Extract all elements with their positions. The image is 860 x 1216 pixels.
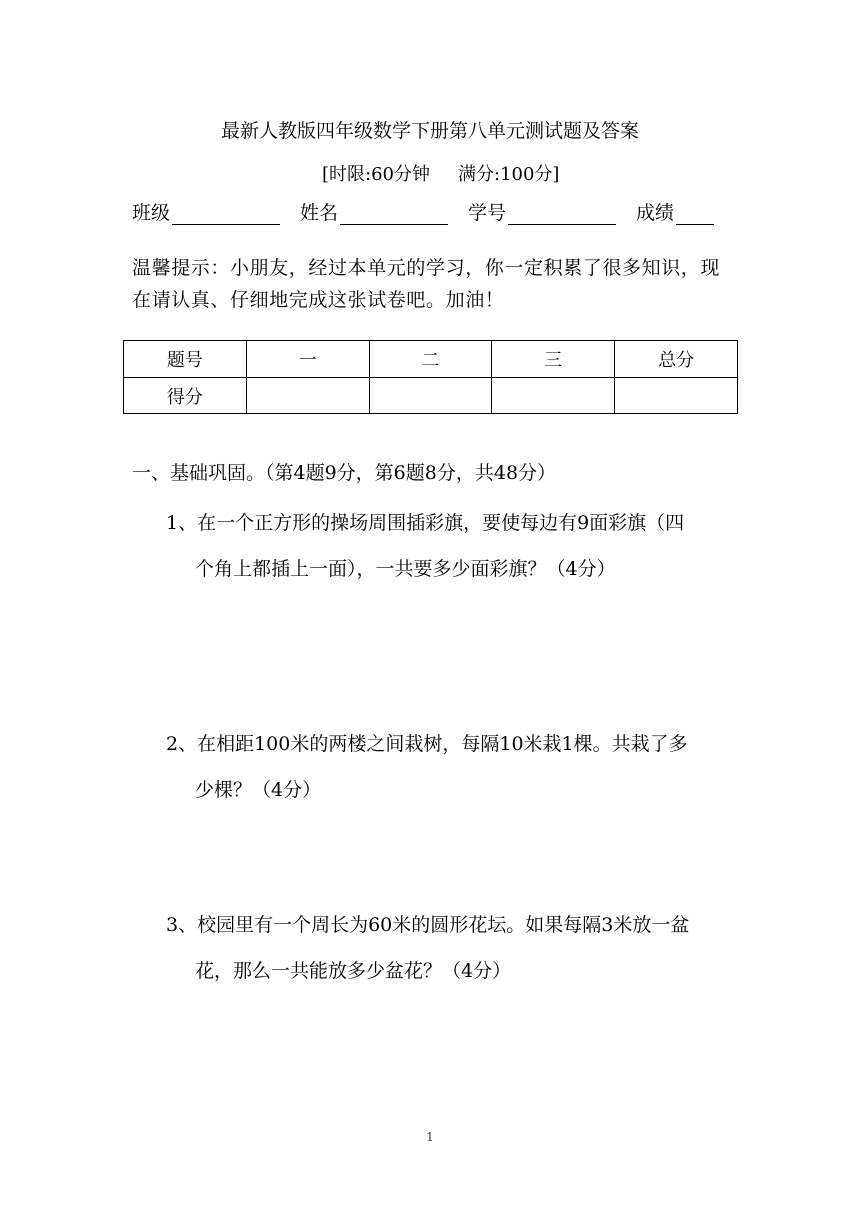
header-cell-part-2: 二 [369,341,492,378]
score-table-header-row [124,341,738,378]
class-blank[interactable] [172,204,280,225]
tip-line-2: 在请认真、仔细地完成这张试卷吧。加油！ [132,289,505,311]
header-cell-total: 总分 [615,341,738,378]
name-field [300,198,448,225]
exam-timing [322,160,559,186]
document-title: 最新人教版四年级数学下册第八单元测试题及答案 [220,120,639,142]
time-limit: [时限:60分钟 [322,164,430,185]
class-label: 班级 [132,202,171,224]
id-blank[interactable] [508,204,616,225]
score-cell-part-2[interactable] [369,378,492,414]
question-3-line-2: 花，那么一共能放多少盆花？（4分） [195,960,512,982]
tip-line-1: 温馨提示：小朋友，经过本单元的学习，你一定积累了很多知识，现 [132,257,721,279]
grade-label: 成绩 [636,202,675,224]
grade-field [636,198,714,225]
header-cell-part-3: 三 [492,341,615,378]
score-cell-part-3[interactable] [492,378,615,414]
tip-text [132,252,732,316]
score-cell-part-1[interactable] [246,378,369,414]
header-cell-part-1: 一 [246,341,369,378]
id-field [468,198,616,225]
question-1-line-2: 个角上都插上一面），一共要多少面彩旗？（4分） [195,558,616,580]
question-3-line-1: 3、校园里有一个周长为60米的圆形花坛。如果每隔3米放一盆 [166,914,690,936]
section-heading-1: 一、基础巩固。（第4题9分，第6题8分，共48分） [132,462,557,484]
question-2 [166,721,736,813]
score-cell-total[interactable] [615,378,738,414]
question-2-line-2: 少棵？（4分） [195,779,322,801]
question-1 [166,500,736,592]
full-score: 满分:100分] [458,164,560,185]
class-field [132,198,280,225]
name-blank[interactable] [340,204,448,225]
score-row-label: 得分 [124,378,247,414]
question-2-line-1: 2、在相距100米的两楼之间栽树，每隔10米栽1棵。共栽了多 [166,733,688,755]
score-table [123,340,738,414]
grade-blank[interactable] [676,204,714,225]
page-number: 1 [426,1130,434,1144]
score-table-score-row [124,378,738,414]
id-label: 学号 [468,202,507,224]
student-info-row [132,198,714,225]
question-3 [166,902,736,994]
question-1-line-1: 1、在一个正方形的操场周围插彩旗，要使每边有9面彩旗（四 [166,512,685,534]
header-cell-question-no: 题号 [124,341,247,378]
name-label: 姓名 [300,202,339,224]
